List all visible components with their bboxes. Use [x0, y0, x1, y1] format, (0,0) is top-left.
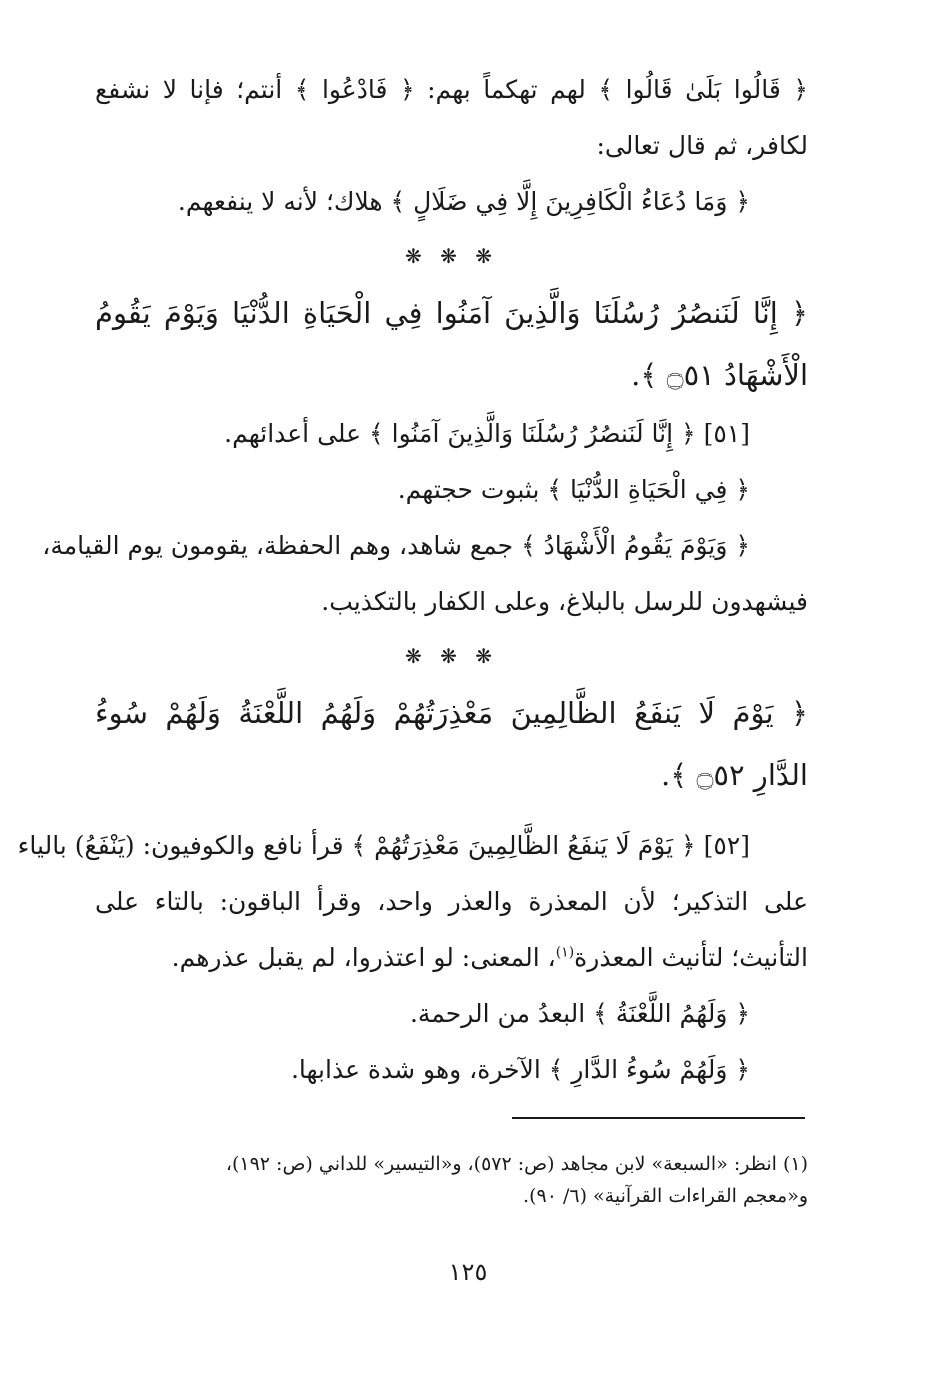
verse-line: الدَّارِ ۝٥٢ ﴾. [661, 758, 808, 792]
commentary-line: ﴿ وَيَوْمَ يَقُومُ الْأَشْهَادُ ﴾ جمع شاهد، وهم الحفظة، يقومون يوم القيامة، [42, 531, 750, 560]
paragraph-line: ﴿ وَمَا دُعَاءُ الْكَافِرِينَ إِلَّا فِي ضَلَالٍ ﴾ هلاك؛ لأنه لا ينفعهم. [177, 187, 750, 216]
page-body [17, 62, 808, 1098]
verse-line: ﴿ يَوْمَ لَا يَنفَعُ الظَّالِمِينَ مَعْذِرَتُهُمْ وَلَهُمُ اللَّعْنَةُ وَلَهُمْ سُوءُ [95, 696, 808, 730]
commentary-text: التأنيث؛ لتأنيث المعذرة [574, 943, 808, 972]
commentary-line: ﴿ وَلَهُمْ سُوءُ الدَّارِ ﴾ الآخرة، وهو شدة عذابها. [290, 1055, 750, 1084]
commentary-line: على التذكير؛ لأن المعذرة والعذر واحد، وقرأ الباقون: بالتاء على [95, 887, 808, 916]
verse-line: الْأَشْهَادُ ۝٥١ ﴾. [631, 358, 808, 392]
footnote-divider [512, 1117, 805, 1119]
commentary-text: ، المعنى: لو اعتذروا، لم يقبل عذرهم. [171, 943, 556, 972]
paragraph-line: ﴿ قَالُوا بَلَىٰ قَالُوا ﴾ لهم تهكماً بهم: ﴿ فَادْعُوا ﴾ أنتم؛ فإنا لا نشفع [95, 75, 808, 104]
page-number: ١٢٥ [448, 1258, 488, 1286]
commentary-line: ﴿ فِي الْحَيَاةِ الدُّنْيَا ﴾ بثبوت حجتهم. [397, 475, 750, 504]
paragraph-line: لكافر، ثم قال تعالى: [596, 131, 808, 160]
footnote-line: (١) انظر: «السبعة» لابن مجاهد (ص: ٥٧٢)، و«التيسير» للداني (ص: ١٩٢)، [225, 1153, 808, 1175]
section-separator: ❋ ❋ ❋ [405, 244, 498, 268]
commentary-line: [٥١] ﴿ إِنَّا لَنَنصُرُ رُسُلَنَا وَالَّذِينَ آمَنُوا ﴾ على أعدائهم. [224, 419, 750, 448]
footnote [95, 1148, 808, 1212]
commentary-line: ﴿ وَلَهُمُ اللَّعْنَةُ ﴾ البعدُ من الرحمة. [409, 999, 750, 1028]
verse-line: ﴿ إِنَّا لَنَنصُرُ رُسُلَنَا وَالَّذِينَ آمَنُوا فِي الْحَيَاةِ الدُّنْيَا وَيَوْمَ يَقُومُ [95, 296, 808, 330]
section-separator: ❋ ❋ ❋ [405, 644, 498, 668]
footnote-line: و«معجم القراءات القرآنية» (٦/ ٩٠). [523, 1185, 808, 1207]
footnote-marker: (١) [555, 944, 575, 961]
commentary-line: [٥٢] ﴿ يَوْمَ لَا يَنفَعُ الظَّالِمِينَ مَعْذِرَتُهُمْ ﴾ قرأ نافع والكوفيون: (يَنْفَعُ) بالياء [17, 831, 750, 860]
commentary-line: فيشهدون للرسل بالبلاغ، وعلى الكفار بالتكذيب. [321, 587, 808, 616]
commentary-line [95, 930, 808, 986]
